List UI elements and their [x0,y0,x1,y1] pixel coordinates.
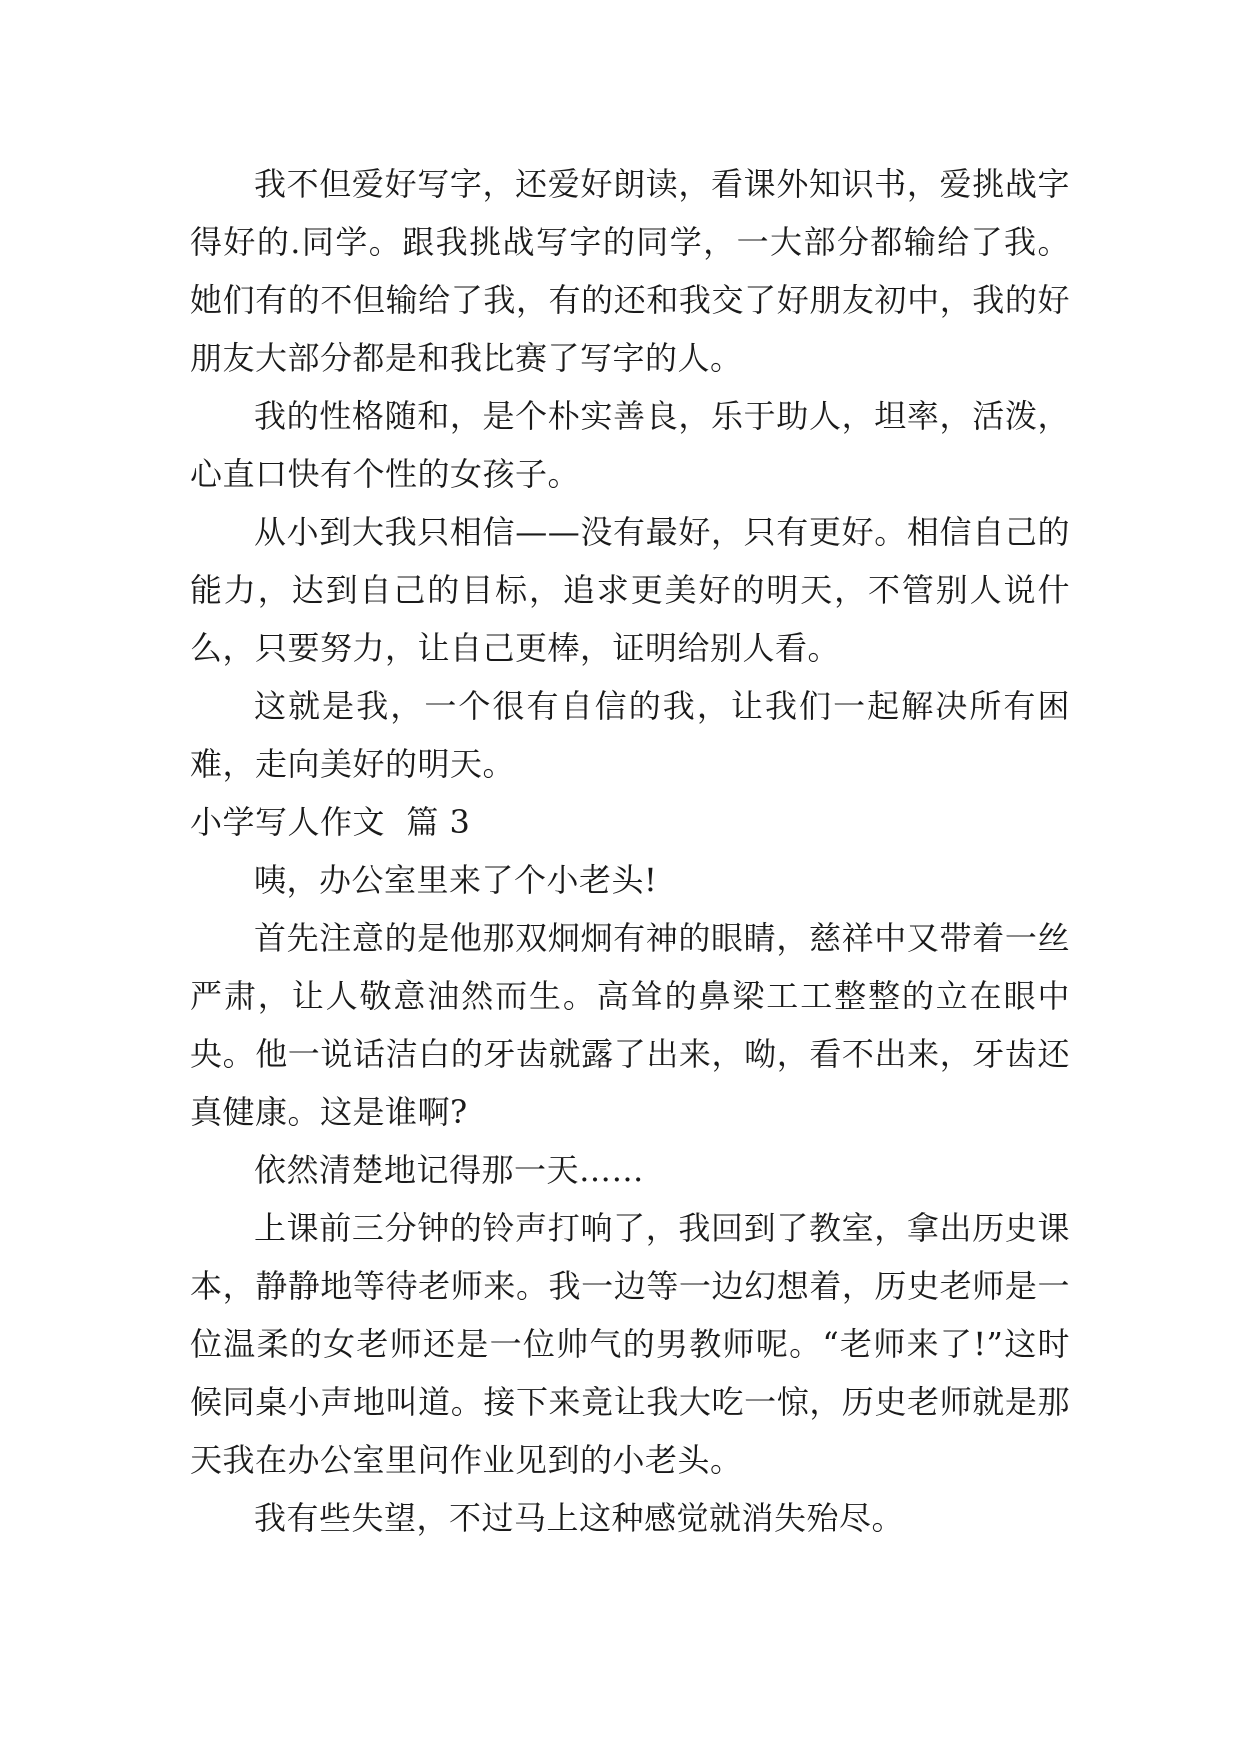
paragraph: 从小到大我只相信——没有最好，只有更好。相信自己的能力，达到自己的目标，追求更美好的明天，不管别人说什么，只要努力，让自己更棒，证明给别人看。 [190,513,1070,667]
paragraph: 我的性格随和，是个朴实善良，乐于助人，坦率，活泼，心直口快有个性的女孩子。 [190,397,1070,493]
paragraph: 上课前三分钟的铃声打响了，我回到了教室，拿出历史课本，静静地等待老师来。我一边等一边幻想着，历史老师是一位温柔的女老师还是一位帅气的男教师呢。“老师来了!”这时候同桌小声地叫道。接下来竟让我大吃一惊，历史老师就是那天我在办公室里问作业见到的小老头。 [190,1209,1070,1479]
paragraph: 这就是我，一个很有自信的我，让我们一起解决所有困难，走向美好的明天。 [190,687,1070,783]
document-body [190,155,1070,1547]
paragraph: 依然清楚地记得那一天…… [254,1151,645,1189]
paragraph: 我不但爱好写字，还爱好朗读，看课外知识书，爱挑战字得好的.同学。跟我挑战写字的同学，一大部分都输给了我。她们有的不但输给了我，有的还和我交了好朋友初中，我的好朋友大部分都是和我比赛了写字的人。 [190,165,1070,377]
paragraph: 首先注意的是他那双炯炯有神的眼睛，慈祥中又带着一丝严肃，让人敬意油然而生。高耸的鼻梁工工整整的立在眼中央。他一说话洁白的牙齿就露了出来，呦，看不出来，牙齿还真健康。这是谁啊? [190,919,1070,1131]
paragraph: 我有些失望，不过马上这种感觉就消失殆尽。 [254,1499,905,1537]
section-heading: 小学写人作文 篇 3 [190,803,471,841]
paragraph: 咦，办公室里来了个小老头! [254,861,658,899]
